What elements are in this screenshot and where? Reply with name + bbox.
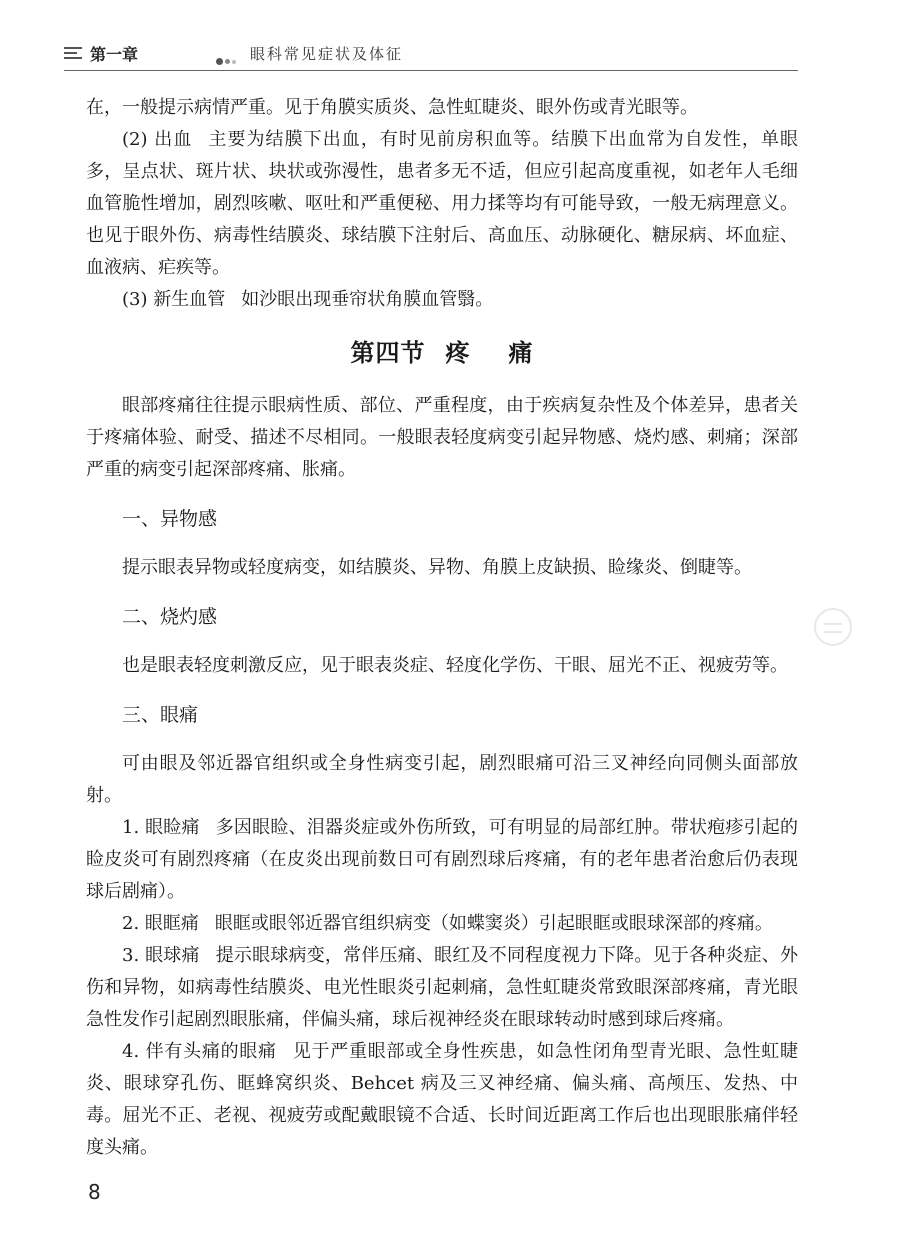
list-item bbox=[86, 940, 798, 1036]
item-text: 如沙眼出现垂帘状角膜血管翳。 bbox=[241, 289, 494, 310]
paragraph-bleeding bbox=[86, 124, 798, 284]
item-label: 1. 眼睑痛 bbox=[122, 817, 200, 838]
section-number: 第四节 bbox=[350, 339, 426, 367]
section-intro: 眼部疼痛往往提示眼病性质、部位、严重程度，由于疾病复杂性及个体差异，患者关于疼痛体验、耐受、描述不尽相同。一般眼表轻度病变引起异物感、烧灼感、刺痛；深部严重的病变引起深部疼痛、胀痛。 bbox=[86, 395, 798, 480]
item-text: 多因眼睑、泪器炎症或外伤所致，可有明显的局部红肿。带状疱疹引起的睑皮炎可有剧烈疼痛（在皮炎出现前数日可有剧烈球后疼痛，有的老年患者治愈后仍表现球后剧痛）。 bbox=[86, 817, 798, 902]
list-item bbox=[86, 1036, 798, 1164]
paragraph-neovascular bbox=[86, 284, 798, 316]
section-title-b: 痛 bbox=[508, 339, 534, 367]
subheading-eye-pain: 三、眼痛 bbox=[122, 704, 199, 726]
page-content bbox=[86, 92, 798, 1164]
paragraph-burning: 也是眼表轻度刺激反应，见于眼表炎症、轻度化学伤、干眼、屈光不正、视疲劳等。 bbox=[122, 655, 788, 676]
header-title: 眼科常见症状及体征 bbox=[250, 45, 404, 63]
paragraph-continuation: 在，一般提示病情严重。见于角膜实质炎、急性虹睫炎、眼外伤或青光眼等。 bbox=[86, 97, 698, 118]
item-text: 见于严重眼部或全身性疾患，如急性闭角型青光眼、急性虹睫炎、眼球穿孔伤、眶蜂窝织炎、Behcet 病及三叉神经痛、偏头痛、高颅压、发热、中毒。屈光不正、老视、视疲劳或配戴眼镜不合适、长时间近距离工作后也出现眼胀痛伴轻度头痛。 bbox=[86, 1041, 798, 1158]
item-label: (2) 出血 bbox=[122, 129, 193, 150]
section-title bbox=[86, 336, 798, 370]
watermark-icon bbox=[814, 608, 852, 646]
item-label: 2. 眼眶痛 bbox=[122, 913, 199, 934]
section-title-a: 疼 bbox=[445, 339, 471, 367]
list-item bbox=[86, 812, 798, 908]
item-label: (3) 新生血管 bbox=[122, 289, 226, 310]
header-chapter: 第一章 bbox=[90, 45, 139, 64]
header-bars-icon bbox=[64, 47, 82, 62]
item-label: 3. 眼球痛 bbox=[122, 945, 200, 966]
paragraph-eye-pain-intro: 可由眼及邻近器官组织或全身性病变引起，剧烈眼痛可沿三叉神经向同侧头面部放射。 bbox=[86, 753, 798, 806]
item-text: 眼眶或眼邻近器官组织病变（如蝶窦炎）引起眼眶或眼球深部的疼痛。 bbox=[214, 913, 773, 934]
paragraph-foreign-body: 提示眼表异物或轻度病变，如结膜炎、异物、角膜上皮缺损、睑缘炎、倒睫等。 bbox=[122, 557, 752, 578]
subheading-burning: 二、烧灼感 bbox=[122, 606, 218, 628]
list-item bbox=[86, 908, 798, 940]
item-text: 提示眼球病变，常伴压痛、眼红及不同程度视力下降。见于各种炎症、外伤和异物，如病毒性结膜炎、电光性眼炎引起刺痛，急性虹睫炎常致眼深部疼痛，青光眼急性发作引起剧烈眼胀痛，伴偏头痛，球后视神经炎在眼球转动时感到球后疼痛。 bbox=[86, 945, 798, 1030]
page-number: 8 bbox=[88, 1180, 101, 1204]
item-label: 4. 伴有头痛的眼痛 bbox=[122, 1041, 277, 1062]
header-dots-icon bbox=[216, 51, 238, 70]
item-text: 主要为结膜下出血，有时见前房积血等。结膜下出血常为自发性，单眼多，呈点状、斑片状、块状或弥漫性，患者多无不适，但应引起高度重视，如老年人毛细血管脆性增加，剧烈咳嗽、呕吐和严重便秘、用力揉等均有可能导致，一般无病理意义。也见于眼外伤、病毒性结膜炎、球结膜下注射后、高血压、动脉硬化、糖尿病、坏血症、血液病、疟疾等。 bbox=[86, 129, 799, 278]
subheading-foreign-body: 一、异物感 bbox=[122, 508, 218, 530]
running-header bbox=[64, 38, 798, 71]
